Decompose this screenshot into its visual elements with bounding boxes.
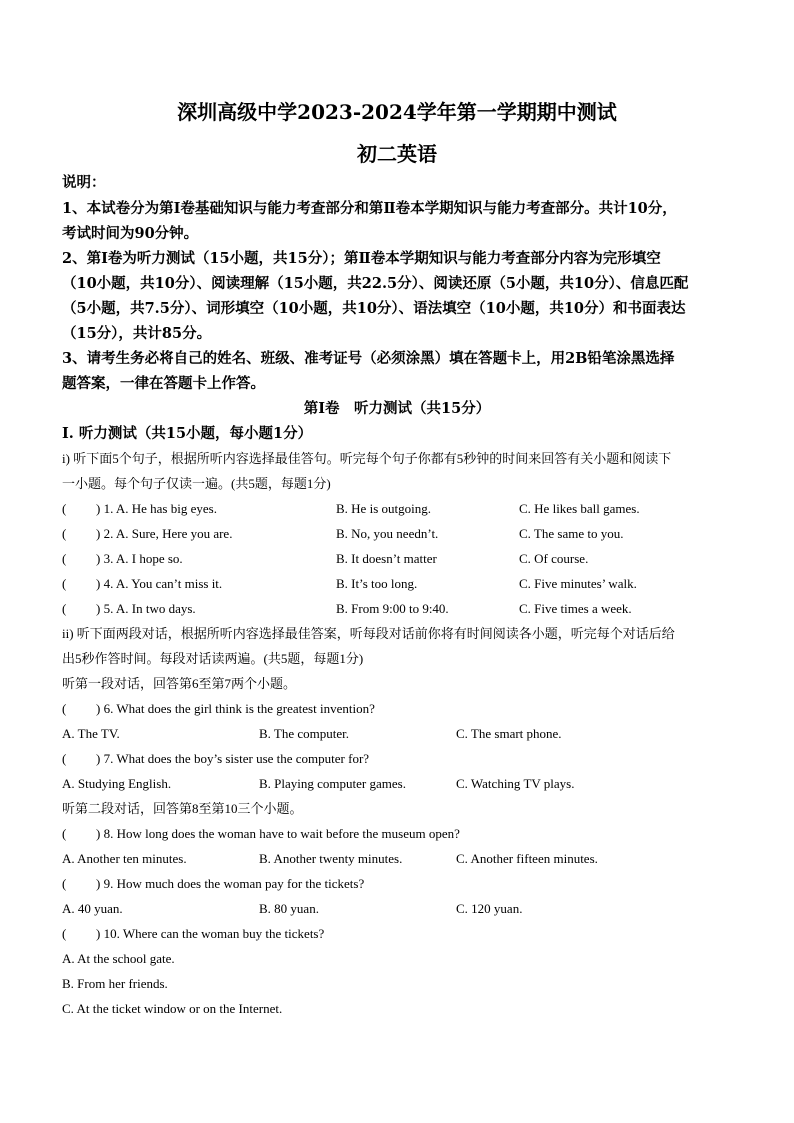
option-b: B. No, you needn’t. bbox=[336, 526, 439, 541]
answer-blank: ( bbox=[62, 526, 67, 541]
dialogue-1-instruction: 听第一段对话，回答第6至第7两个小题。 bbox=[62, 676, 297, 691]
option-c: C. Five minutes’ walk. bbox=[519, 576, 637, 591]
instructions-label: 说明： bbox=[62, 174, 106, 191]
question-10 bbox=[62, 921, 752, 946]
option-a: A. At the school gate. bbox=[62, 951, 175, 966]
option-c: C. The smart phone. bbox=[456, 726, 562, 741]
sub1-instruction: i) 听下面5个句子，根据所听内容选择最佳答句。听完每个句子你都有5秒钟的时间来回答有关小题和阅读下 bbox=[62, 451, 672, 466]
section-title: Ⅰ. 听力测试（共15小题，每小题1分） bbox=[62, 425, 313, 442]
instruction-line: 1、本试卷分为第Ⅰ卷基础知识与能力考查部分和第Ⅱ卷本学期知识与能力考查部分。共计10分， bbox=[62, 200, 677, 217]
exam-subject: 初二英语 bbox=[357, 142, 437, 166]
option-b: B. From her friends. bbox=[62, 976, 168, 991]
option-c: C. 120 yuan. bbox=[456, 901, 523, 916]
question-7 bbox=[62, 746, 752, 771]
answer-blank: ( bbox=[62, 751, 67, 766]
option-c: C. Of course. bbox=[519, 551, 589, 566]
option-b: B. Another twenty minutes. bbox=[259, 851, 403, 866]
question-8 bbox=[62, 821, 752, 846]
question-9 bbox=[62, 871, 752, 896]
option-c: C. Five times a week. bbox=[519, 601, 632, 616]
question-stem: ) 5. A. In two days. bbox=[96, 601, 196, 616]
option-a: A. 40 yuan. bbox=[62, 901, 123, 916]
answer-blank: ( bbox=[62, 926, 67, 941]
instruction-line: 3、请考生务必将自己的姓名、班级、准考证号（必须涂黑）填在答题卡上，用2B铅笔涂黑选择 bbox=[62, 350, 675, 367]
option-b: B. It doesn’t matter bbox=[336, 551, 437, 566]
option-b: B. It’s too long. bbox=[336, 576, 418, 591]
instruction-line: 题答案，一律在答题卡上作答。 bbox=[62, 375, 265, 392]
option-a: A. Another ten minutes. bbox=[62, 851, 187, 866]
answer-blank: ( bbox=[62, 826, 67, 841]
answer-blank: ( bbox=[62, 501, 67, 516]
answer-blank: ( bbox=[62, 876, 67, 891]
option-c: C. He likes ball games. bbox=[519, 501, 640, 516]
sub2-instruction: 出5秒作答时间。每段对话读两遍。(共5题，每题1分) bbox=[62, 651, 364, 666]
option-c: C. At the ticket window or on the Internet. bbox=[62, 1001, 283, 1016]
answer-blank: ( bbox=[62, 701, 67, 716]
instruction-line: （15分），共计85分。 bbox=[62, 325, 212, 342]
dialogue-2-instruction: 听第二段对话，回答第8至第10三个小题。 bbox=[62, 801, 303, 816]
sub1-instruction: 一小题。每个句子仅读一遍。(共5题，每题1分) bbox=[62, 476, 331, 491]
option-b: B. From 9:00 to 9:40. bbox=[336, 601, 449, 616]
question-stem: ) 10. Where can the woman buy the tickets? bbox=[96, 926, 325, 941]
question-stem: ) 9. How much does the woman pay for the tickets? bbox=[96, 876, 365, 891]
option-c: C. Watching TV plays. bbox=[456, 776, 575, 791]
instruction-line: （5小题，共7.5分）、词形填空（10小题，共10分）、语法填空（10小题，共10分）和书面表达 bbox=[62, 300, 686, 317]
answer-blank: ( bbox=[62, 576, 67, 591]
question-stem: ) 2. A. Sure, Here you are. bbox=[96, 526, 233, 541]
answer-blank: ( bbox=[62, 551, 67, 566]
option-c: C. The same to you. bbox=[519, 526, 624, 541]
question-stem: ) 8. How long does the woman have to wait before the museum open? bbox=[96, 826, 460, 841]
question-stem: ) 7. What does the boy’s sister use the computer for? bbox=[96, 751, 370, 766]
option-a: A. Studying English. bbox=[62, 776, 172, 791]
question-stem: ) 4. A. You can’t miss it. bbox=[96, 576, 223, 591]
option-a: A. The TV. bbox=[62, 726, 120, 741]
sub2-instruction: ii) 听下面两段对话，根据所听内容选择最佳答案，听每段对话前你将有时间阅读各小题，听完每个对话后给 bbox=[62, 626, 675, 641]
question-stem: ) 1. A. He has big eyes. bbox=[96, 501, 217, 516]
option-b: B. 80 yuan. bbox=[259, 901, 319, 916]
option-b: B. The computer. bbox=[259, 726, 350, 741]
question-stem: ) 3. A. I hope so. bbox=[96, 551, 183, 566]
question-stem: ) 6. What does the girl think is the greatest invention? bbox=[96, 701, 375, 716]
part1-heading: 第Ⅰ卷 听力测试（共15分） bbox=[303, 400, 491, 417]
instruction-line: 2、第Ⅰ卷为听力测试（15小题，共15分）；第Ⅱ卷本学期知识与能力考查部分内容为完形填空 bbox=[62, 250, 661, 267]
instruction-line: 考试时间为90分钟。 bbox=[62, 225, 199, 242]
answer-blank: ( bbox=[62, 601, 67, 616]
option-c: C. Another fifteen minutes. bbox=[456, 851, 598, 866]
option-b: B. Playing computer games. bbox=[259, 776, 406, 791]
option-b: B. He is outgoing. bbox=[336, 501, 431, 516]
instruction-line: （10小题，共10分）、阅读理解（15小题，共22.5分）、阅读还原（5小题，共10分）、信息匹配 bbox=[62, 275, 689, 292]
exam-title: 深圳高级中学2023-2024学年第一学期期中测试 bbox=[177, 100, 617, 124]
question-6 bbox=[62, 696, 752, 721]
